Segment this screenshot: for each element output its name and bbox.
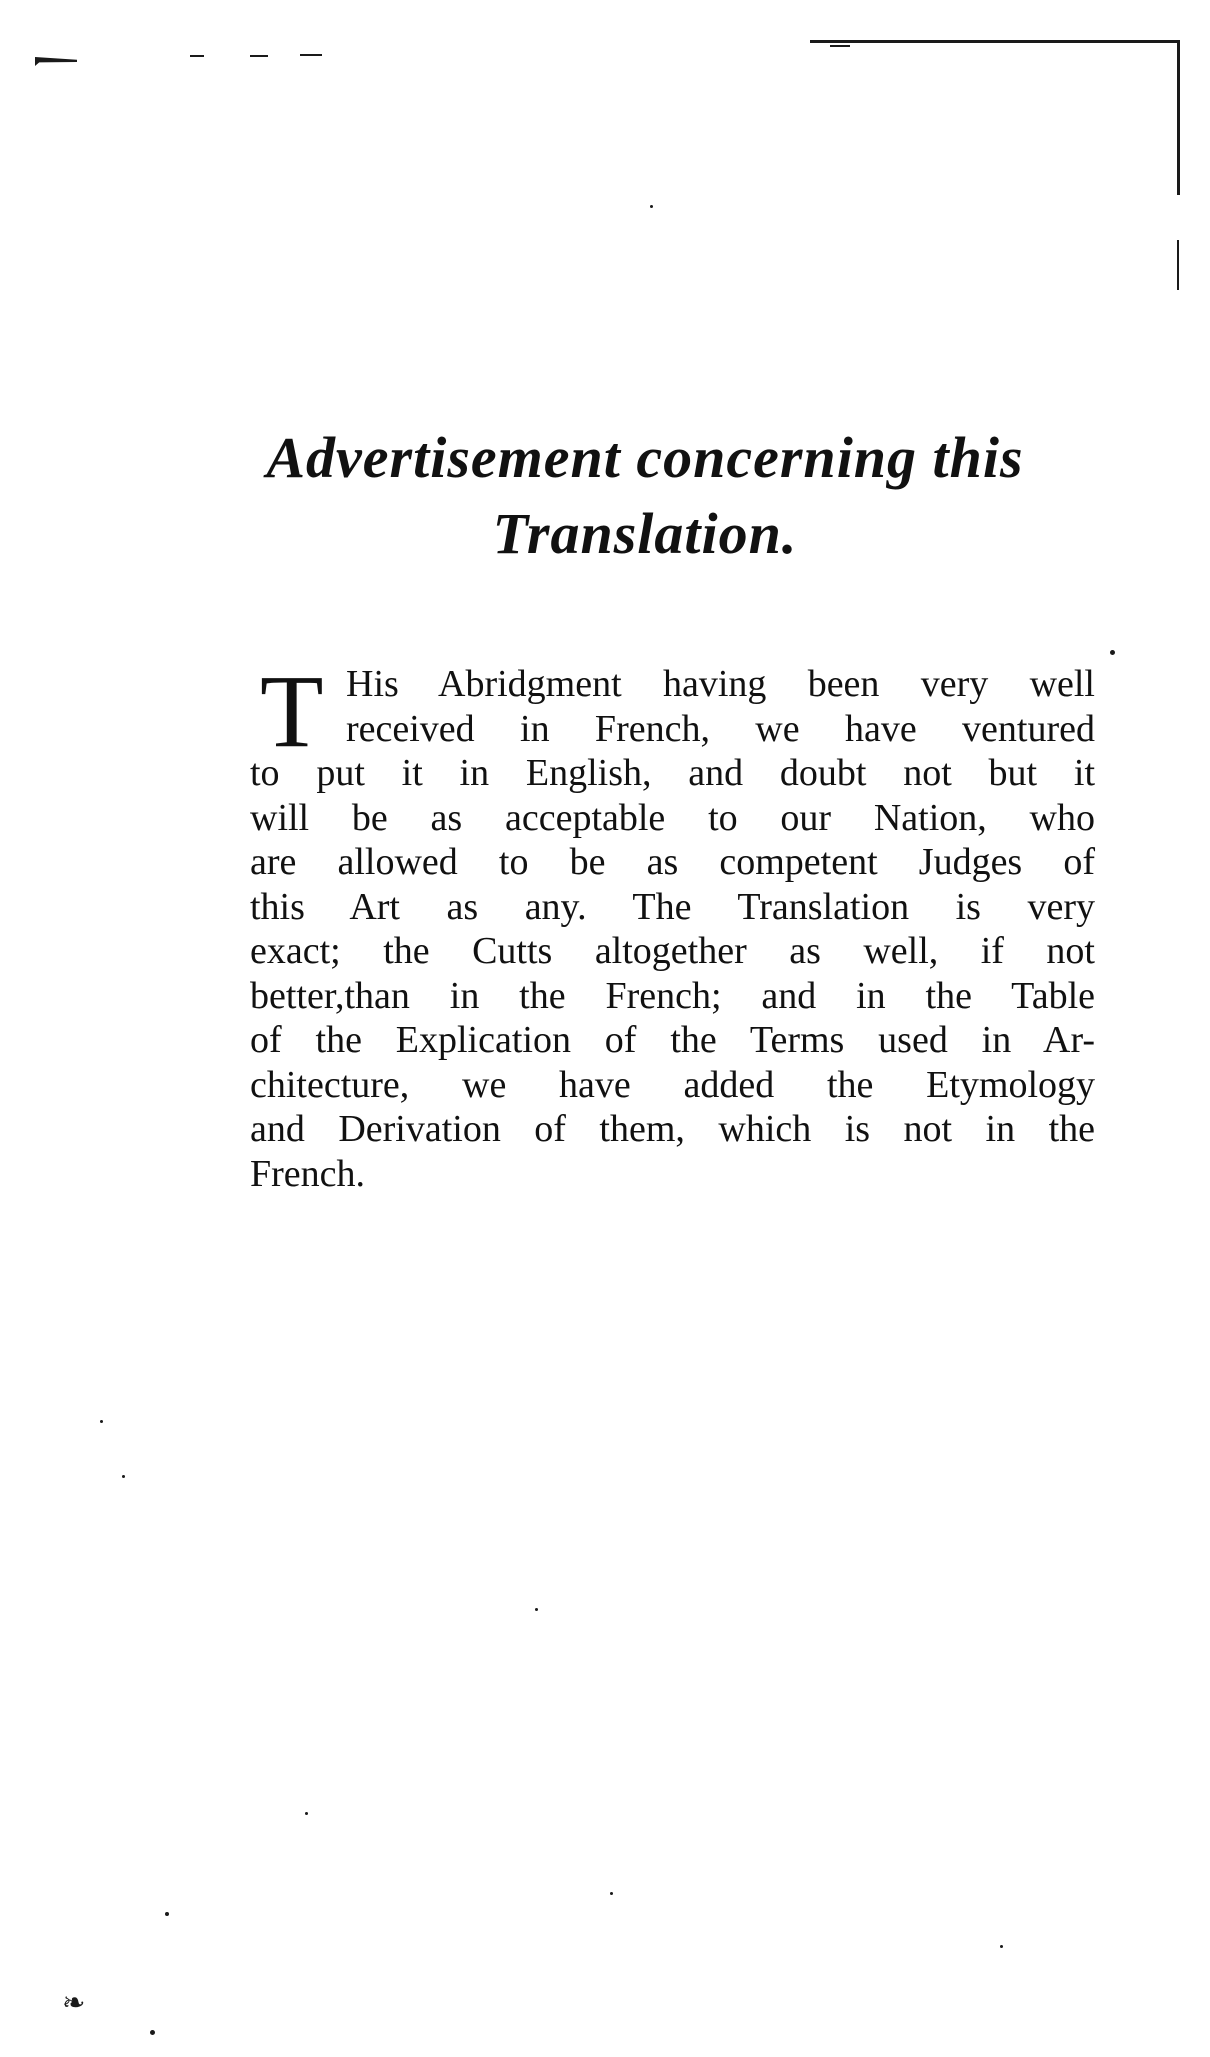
scan-speck [535,1608,538,1611]
scan-border-right-lower [1177,240,1179,290]
scan-speck [165,1912,169,1916]
body-line: will be as acceptable to our Nation, who [250,796,1095,839]
scan-speck [100,1420,103,1423]
body-line: better,than in the French; and in the Table [250,974,1095,1017]
body-line: to put it in English, and doubt not but it [250,752,1095,794]
body-line: are allowed to be as competent Judges of [250,841,1095,883]
body-paragraph [250,654,1095,1196]
scan-speck [1110,650,1115,655]
body-line: this Art as any. The Translation is very [250,885,1095,928]
scan-border-right [1177,40,1180,195]
scan-speck [610,1892,613,1895]
body-line: exact; the Cutts altogether as well, if not [250,930,1095,972]
drop-cap: T [260,654,324,769]
body-line: chitecture, we have added the Etymology [250,1063,1095,1106]
body-line: received in French, we have ventured [346,707,1095,750]
scan-dash [300,54,322,56]
scan-dash [830,45,850,47]
ornament-icon: ❧ [62,1986,86,2019]
scan-dash [250,55,268,57]
body-line: of the Explication of the Terms used in Ar- [250,1019,1095,1061]
scan-speck [1000,1945,1003,1948]
body-line: His Abridgment having been very well [346,663,1095,705]
body-line: and Derivation of them, which is not in the [250,1108,1095,1150]
scan-speck [150,2030,155,2035]
title-line-1: Advertisement concerning this [266,425,1024,490]
page-title [180,420,1110,572]
scan-mark-top-left [35,57,77,66]
scan-speck [650,205,653,208]
scan-speck [305,1812,308,1815]
scan-speck [122,1475,125,1478]
title-line-2: Translation. [492,501,798,566]
scan-dash [190,55,204,57]
scan-border-top [810,40,1180,43]
body-line: French. [250,1152,366,1195]
